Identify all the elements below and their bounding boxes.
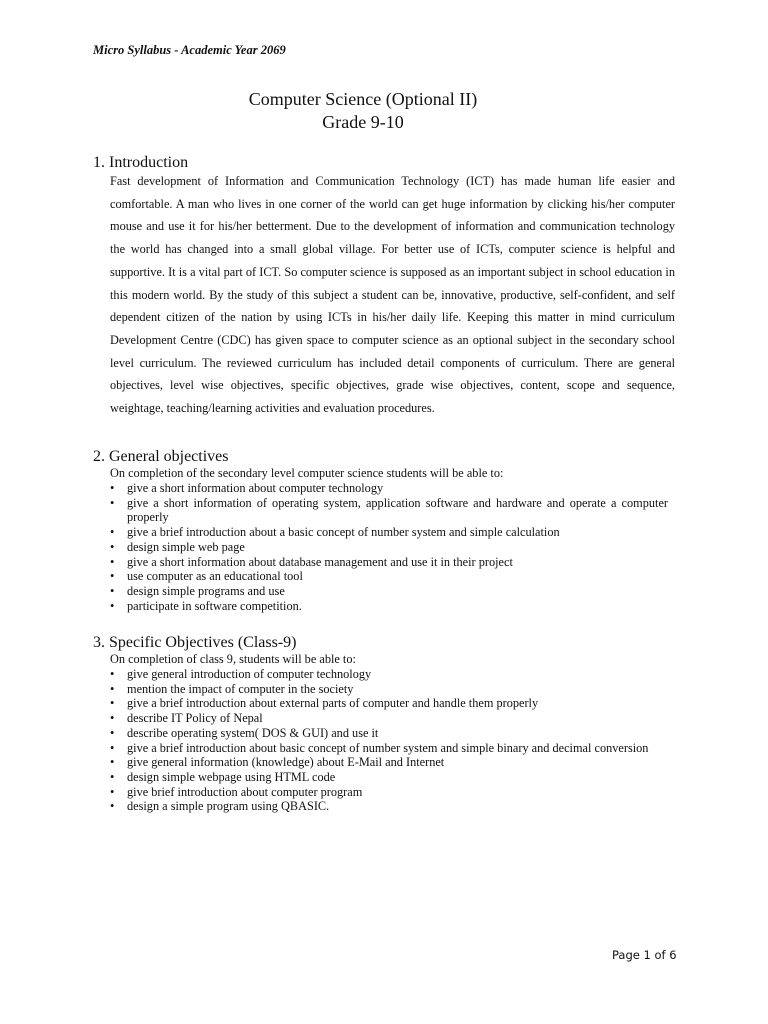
general-objectives-list: [110, 481, 668, 613]
list-item: • give a short information of operating system, application software and hardware and operate a computer properly: [110, 496, 668, 525]
title-line-2: Grade 9-10: [322, 112, 404, 132]
list-item: • participate in software competition.: [110, 599, 668, 614]
list-item: • give a brief introduction about a basic concept of number system and simple calculation: [110, 525, 668, 540]
section-heading-general-objectives: 2. General objectives: [93, 448, 229, 465]
title-line-1: Computer Science (Optional II): [248, 89, 478, 109]
list-item: • describe operating system( DOS & GUI) and use it: [110, 726, 668, 741]
page-number: Page 1 of 6: [612, 948, 677, 962]
document-header: Micro Syllabus - Academic Year 2069: [93, 43, 286, 57]
list-item: • design simple webpage using HTML code: [110, 770, 668, 785]
list-item: • give a short information about database management and use it in their project: [110, 555, 668, 570]
section-heading-specific-objectives: 3. Specific Objectives (Class-9): [93, 634, 297, 651]
list-item: • give brief introduction about computer program: [110, 785, 668, 800]
section-heading-introduction: 1. Introduction: [93, 154, 189, 171]
list-item: • give general information (knowledge) about E-Mail and Internet: [110, 755, 668, 770]
document-title: [0, 88, 726, 134]
list-item: • use computer as an educational tool: [110, 569, 668, 584]
list-item: • give general introduction of computer technology: [110, 667, 668, 682]
list-item: • give a short information about computer technology: [110, 481, 668, 496]
introduction-paragraph: Fast development of Information and Communication Technology (ICT) has made human life easier and comfortable. A man who lives in one corner of the world can get huge information by clicking his/her computer mouse and use it for his/her betterment. Due to the development of information and communication technology the world has changed into a small global village. For better use of ICTs, computer science is helpful and supportive. It is a vital part of ICT. So computer science is supposed as an important subject in school education in this modern world. By the study of this subject a student can be, innovative, productive, self-confident, and self dependent citizen of the nation by using ICTs in his/her daily life. Keeping this matter in mind curriculum Development Centre (CDC) has given space to computer science as an optional subject in the secondary school level curriculum. The reviewed curriculum has included detail components of curriculum. There are general objectives, level wise objectives, specific objectives, grade wise objectives, content, scope and sequence, weightage, teaching/learning activities and evaluation procedures.: [110, 174, 675, 416]
list-item: • give a brief introduction about external parts of computer and handle them properly: [110, 696, 668, 711]
specific-objectives-lead: On completion of class 9, students will be able to:: [110, 652, 356, 666]
specific-objectives-list: [110, 667, 668, 814]
general-objectives-lead: On completion of the secondary level computer science students will be able to:: [110, 466, 504, 480]
list-item: • design a simple program using QBASIC.: [110, 799, 668, 814]
list-item: • design simple web page: [110, 540, 668, 555]
list-item: • design simple programs and use: [110, 584, 668, 599]
list-item: • mention the impact of computer in the society: [110, 682, 668, 697]
list-item: • describe IT Policy of Nepal: [110, 711, 668, 726]
list-item: • give a brief introduction about basic concept of number system and simple binary and decimal conversion: [110, 741, 668, 756]
